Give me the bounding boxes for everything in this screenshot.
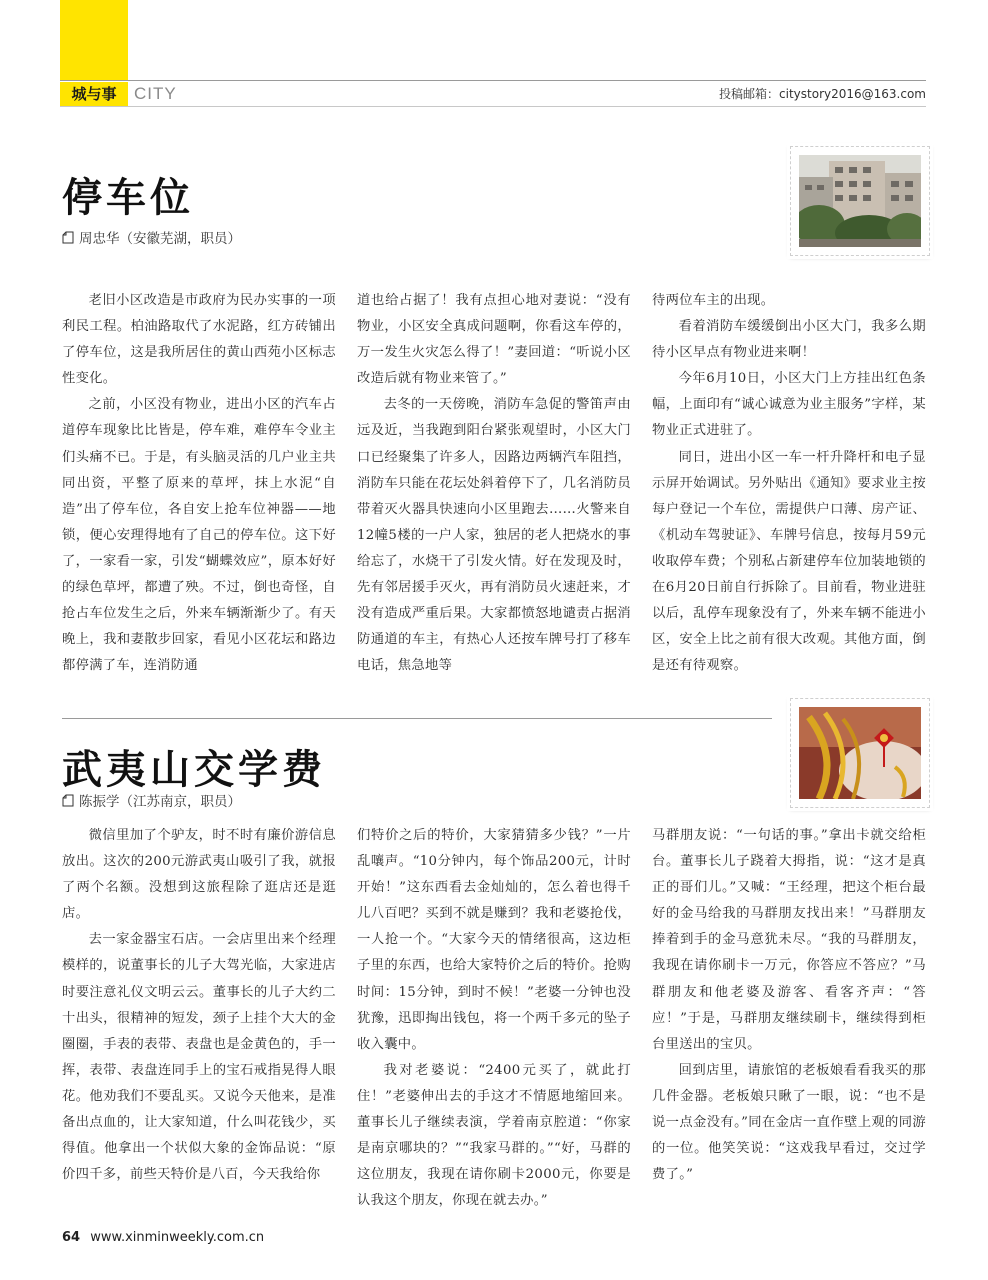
- article2-column-2: [357, 823, 631, 1214]
- stamp-photo-buildings: [790, 146, 930, 256]
- article2-column-3: [652, 823, 926, 1214]
- paragraph: 今年6月10日，小区大门上方挂出红色条幅，上面印有“诚心诚意为业主服务”字样，某物业正式进驻了。: [652, 371, 926, 439]
- article1-column-3: [652, 288, 926, 679]
- article1-body: [62, 288, 926, 679]
- paragraph: 同日，进出小区一车一杆升降杆和电子显示屏开始调试。另外贴出《通知》要求业主按每户登记一个车位，需提供户口薄、房产证、《机动车驾驶证》、车牌号信息，按每月59元收取停车费；个别私占新建停车位加装地锁的在6月20日前自行拆除了。目前看，物业进驻以后，乱停车现象没有了，外来车辆不能进小区，安全上比之前有很大改观。其他方面，倒是还有待观察。: [652, 449, 926, 674]
- article2-column-1: [62, 823, 336, 1214]
- paragraph: 道也给占据了！我有点担心地对妻说：“没有物业，小区安全真成问题啊，你看这车停的，万一发生火灾怎么得了！”妻回道：“听说小区改造后就有物业来管了。”: [357, 293, 631, 387]
- pen-icon: [62, 794, 74, 807]
- yellow-tab-decoration: [60, 0, 128, 80]
- gold-jewelry-photo: [799, 707, 921, 799]
- paragraph: 微信里加了个驴友，时不时有廉价游信息放出。这次的200元游武夷山吸引了我，就报了两个名额。没想到这旅程除了逛店还是逛店。: [62, 828, 336, 922]
- page-footer: [62, 1230, 264, 1245]
- paragraph: 回到店里，请旅馆的老板娘看看我买的那几件金器。老板娘只瞅了一眼，说：“也不是说一点金没有。”同在金店一直作壁上观的同游的一位。他笑笑说：“这戏我早看过，交过学费了。”: [652, 1062, 926, 1183]
- paragraph: 看着消防车缓缓倒出小区大门，我多么期待小区早点有物业进来啊！: [652, 319, 926, 361]
- paragraph: 之前，小区没有物业，进出小区的汽车占道停车现象比比皆是，停车难，难停车令业主们头痛不已。于是，有头脑灵活的几户业主共同出资，平整了原来的草坪，抹上水泥“自造”出了停车位，各自安上抢车位神器——地锁，便心安理得地有了自己的停车位。这下好了，一家看一家，引发“蝴蝶效应”，原本好好的绿色草坪，都遭了殃。不过，倒也奇怪，自抢占车位发生之后，外来车辆渐渐少了。有天晚上，我和妻散步回家，看见小区花坛和路边都停满了车，连消防通: [62, 397, 336, 674]
- article-divider: [62, 718, 772, 719]
- article1-column-2: [357, 288, 631, 679]
- pen-icon: [62, 231, 74, 244]
- section-label-english: CITY: [134, 84, 177, 103]
- section-label: 城与事: [60, 82, 128, 106]
- article2-body: [62, 823, 926, 1214]
- header-top-rule: [60, 80, 926, 81]
- paragraph: 马群朋友说：“一句话的事。”拿出卡就交给柜台。董事长儿子跷着大拇指，说：“这才是真正的哥们儿。”又喊：“王经理，把这个柜台最好的金马给我的马群朋友找出来！”马群朋友捧着到手的金马意犹未尽。“我的马群朋友，我现在请你刷卡一万元，你答应不答应？”马群朋友和他老婆及游客、看客齐声：“答应！”于是，马群朋友继续刷卡，继续得到柜台里送出的宝贝。: [652, 828, 926, 1052]
- paragraph: 们特价之后的特价，大家猜猜多少钱？”一片乱嚷声。“10分钟内，每个饰品200元，计时开始！”这东西看去金灿灿的，怎么着也得千儿八百吧？买到不就是赚到？我和老婆抢伐，一人抢一个。“大家今天的情绪很高，这边柜子里的东西，也给大家特价之后的特价。抢购时间：15分钟，到时不候！”老婆一分钟也没犹豫，迅即掏出钱包，将一个两千多元的坠子收入囊中。: [357, 828, 631, 1052]
- article1-author: 周忠华（安徽芜湖，职员）: [79, 231, 241, 247]
- website-link[interactable]: www.xinminweekly.com.cn: [90, 1230, 265, 1245]
- paragraph: 去冬的一天傍晚，消防车急促的警笛声由远及近，当我跑到阳台紧张观望时，小区大门口已经聚集了许多人，因路边两辆汽车阻挡，消防车只能在花坛处斜着停下了，几名消防员带着灭火器具快速向小区里跑去……火警来自12幢5楼的一户人家，独居的老人把烧水的事给忘了，水烧干了引发火情。好在发现及时，先有邻居援手灭火，再有消防员火速赶来，才没有造成严重后果。大家都愤怒地谴责占据消防通道的车主，有热心人还按车牌号打了移车电话，焦急地等: [357, 397, 631, 674]
- stamp-photo-gold-jewelry: [790, 698, 930, 808]
- paragraph: 待两位车主的出现。: [652, 293, 775, 308]
- article2-author: 陈振学（江苏南京，职员）: [79, 794, 241, 810]
- article1-column-1: [62, 288, 336, 679]
- header-bottom-rule: [60, 106, 926, 107]
- paragraph: 我对老婆说：“2400元买了，就此打住！”老婆伸出去的手这才不情愿地缩回来。董事长儿子继续表演，学着南京腔道：“你家是南京哪块的？”“我家马群的。”“好，马群的这位朋友，我现在请你刷卡2000元，你要是认我这个朋友，你现在就去办。”: [357, 1062, 631, 1209]
- article2-title: 武夷山交学费: [62, 747, 326, 793]
- submission-email: 投稿邮箱：citystory2016@163.com: [719, 87, 926, 101]
- article2-byline: [62, 790, 241, 810]
- buildings-photo: [799, 155, 921, 247]
- paragraph: 老旧小区改造是市政府为民办实事的一项利民工程。柏油路取代了水泥路，红方砖铺出了停车位，这是我所居住的黄山西苑小区标志性变化。: [62, 293, 336, 387]
- article1-byline: [62, 227, 241, 247]
- paragraph: 去一家金器宝石店。一会店里出来个经理模样的，说董事长的儿子大驾光临，大家进店时要注意礼仪文明云云。董事长的儿子大约二十出头，很精神的短发，颈子上挂个大大的金圈圈，手表的表带、表盘也是金黄色的，手一挥，表带、表盘连同手上的宝石戒指晃得人眼花。他劝我们不要乱买。又说今天他来，是准备出点血的，让大家知道，什么叫花钱少，买得值。他拿出一个状似大象的金饰品说：“原价四千多，前些天特价是八百，今天我给你: [62, 932, 336, 1183]
- article1-title: 停车位: [62, 175, 194, 221]
- page-number: 64: [62, 1230, 81, 1245]
